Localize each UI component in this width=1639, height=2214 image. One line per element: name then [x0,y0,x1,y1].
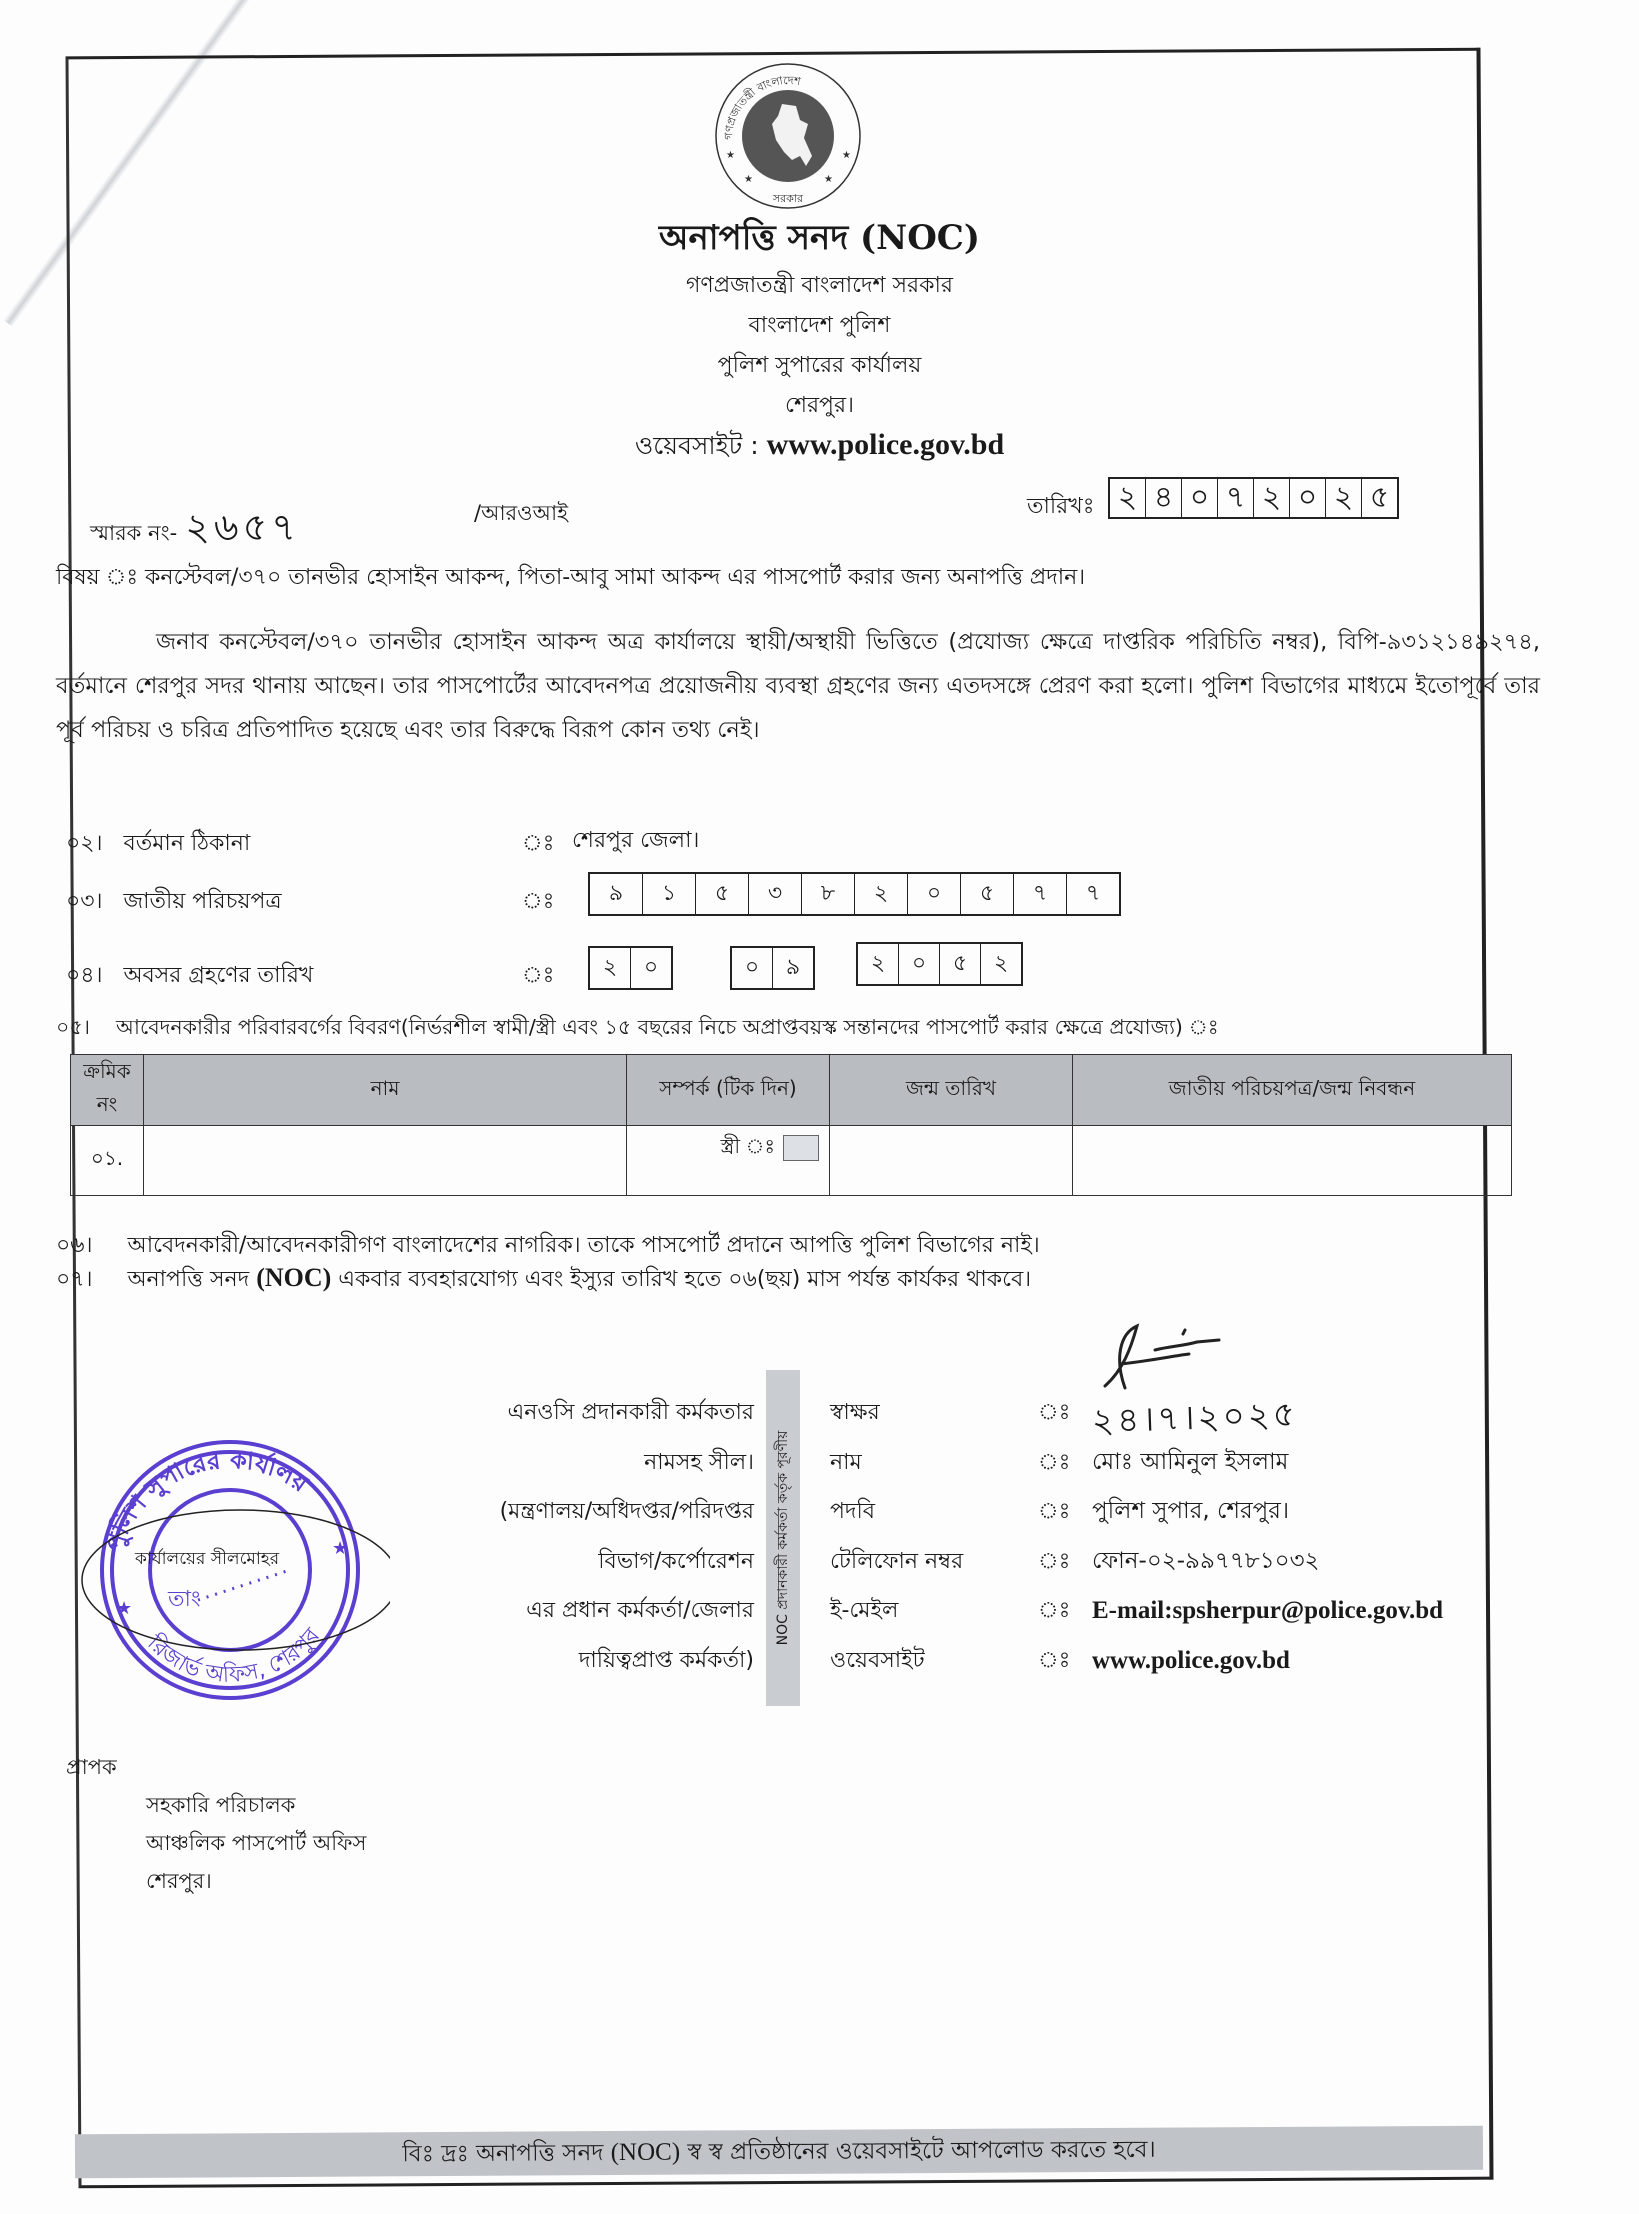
recipient-line: আঞ্চলিক পাসপোর্ট অফিস [146,1831,367,1855]
seal-top-text: পুলিশ সুপারের কার্যালয় [100,1445,314,1554]
date-digit: ২ [1110,479,1146,517]
retirement-year-boxes [856,942,1023,986]
nid-digit: ৭ [1085,881,1101,906]
website-label: ওয়েবসাইট : [634,431,759,460]
retire-digit: ২ [993,951,1009,976]
colon: ঃ [1038,1548,1071,1574]
retire-digit: ২ [858,944,899,984]
footer-suffix: স্ব স্ব প্রতিষ্ঠানের ওয়েবসাইটে আপলোড করতে হবে। [687,2136,1156,2166]
colon: ঃ [1038,1449,1071,1475]
nid-digit: ২ [855,874,908,914]
col-nid: জাতীয় পরিচয়পত্র/জন্ম নিবন্ধন [1073,1055,1512,1126]
officer-values [1092,1388,1443,1685]
officer-phone: ফোন-০২-৯৯৭৭৮১০৩২ [1092,1547,1320,1574]
memo-suffix: /আরওআই [474,501,568,525]
svg-text:★: ★ [332,1538,349,1559]
svg-text:★: ★ [726,150,735,161]
cell-relation [627,1126,830,1196]
officer-website[interactable]: www.police.gov.bd [1092,1646,1290,1674]
header-district: শেরপুর। [785,393,854,418]
note-text: আবেদনকারী/আবেদনকারীগণ বাংলাদেশের নাগরিক। তাকে পাসপোর্ট প্রদানে আপত্তি পুলিশ বিভাগের নাই। [127,1233,1040,1258]
field-colon: ঃ [522,963,555,988]
label-phone: টেলিফোন নম্বর [830,1548,964,1574]
svg-text:★: ★ [744,174,753,185]
date-digit: ০ [1182,479,1218,517]
footer-note [75,2126,1483,2179]
nid-digit: ৯ [590,874,643,914]
col-name: নাম [144,1055,627,1126]
cell-serial: ০১. [71,1126,144,1196]
table-header-row [71,1055,1512,1126]
svg-text:★: ★ [116,1598,133,1619]
officer-designation: পুলিশ সুপার, শেরপুর। [1092,1498,1290,1524]
svg-text:★: ★ [824,174,833,185]
document-title: অনাপত্তি সনদ (NOC) [659,218,980,258]
retire-digit: ০ [732,948,773,988]
date-digit: ২ [1326,479,1362,517]
date-digit: ৭ [1218,479,1254,517]
government-emblem-icon [712,60,864,212]
cell-dob [830,1126,1073,1196]
family-table [70,1054,1512,1196]
retire-digit: ৯ [785,955,801,980]
header-police: বাংলাদেশ পুলিশ [748,313,891,338]
colon: ঃ [1038,1598,1071,1623]
header-government: গণপ্রজাতন্ত্রী বাংলাদেশ সরকার [685,273,954,298]
note-noc: (NOC) [256,1263,332,1292]
date-digit: ০ [1290,479,1326,517]
table-row [71,1126,1512,1196]
date-digit: ৫ [1369,480,1390,515]
field-number: ০২। [66,831,103,856]
recipient-line: সহকারি পরিচালক [146,1793,296,1817]
note-text: অনাপত্তি সনদ [127,1267,250,1292]
retire-digit: ০ [899,944,940,984]
subject-line: বিষয় ঃ কনস্টেবল/৩৭০ তানভীর হোসাইন আকন্দ, পিতা-আবু সামা আকন্দ এর পাসপোর্ট করার জন্য অনাপত্তি প্রদান। [56,565,1086,590]
relation-checkbox[interactable] [783,1135,819,1161]
col-relation: সম্পর্ক (টিক দিন) [627,1055,830,1126]
svg-text:পুলিশ সুপারের কার্যালয় [100,1445,314,1554]
recipient-line: শেরপুর। [146,1869,212,1893]
memo-label: স্মারক নং- [90,521,178,545]
officer-instruction-line: এনওসি প্রদানকারী কর্মকতার [507,1400,754,1425]
emblem-ring-text: গণপ্রজাতন্ত্রী বাংলাদেশ [721,73,802,141]
nid-digit: ৮ [802,874,855,914]
body-paragraph [56,620,1540,752]
strip-text: NOC প্রদানকারী কর্মকর্তা কর্তৃক পূরণীয় [775,1430,791,1646]
note-number: ০৭। [56,1267,93,1292]
officer-instruction-line: দায়িত্বপ্রাপ্ত কর্মকর্তা) [578,1647,754,1673]
nid-digit: ১ [643,874,696,914]
field-label: জাতীয় পরিচয়পত্র [123,889,282,914]
colon: ঃ [1038,1499,1071,1524]
memo-number [90,498,300,562]
colon: ঃ [1038,1647,1071,1673]
officer-instruction-line: (মন্ত্রণালয়/অধিদপ্তর/পরিদপ্তর [499,1499,754,1524]
retire-digit: ৫ [940,944,981,984]
header-office: পুলিশ সুপারের কার্যালয় [717,353,922,378]
note-06 [56,1228,1040,1265]
field-label: বর্তমান ঠিকানা [123,831,251,856]
nid-digit: ০ [908,874,961,914]
issue-date-boxes [1108,477,1399,519]
note-number: ০৬। [56,1233,93,1258]
officer-email[interactable]: E-mail:spsherpur@police.gov.bd [1092,1597,1444,1624]
nid-digit: ৭ [1014,874,1067,914]
signature-spacer [1092,1388,1443,1438]
header-website [0,426,1639,469]
officer-instruction-line: বিভাগ/কর্পোরেশন [598,1548,754,1574]
address-value: শেরপুর জেলা। [572,828,700,853]
label-website: ওয়েবসাইট [830,1647,925,1673]
svg-text:★: ★ [842,150,851,161]
field-colon: ঃ [522,889,555,914]
emblem-bottom-text: সরকার [772,192,804,205]
seal-inner-text: তাং [168,1587,201,1612]
field-colon: ঃ [522,831,555,856]
officer-instruction-line: নামসহ সীল। [644,1449,754,1475]
retirement-month-boxes [730,946,815,990]
field-label: অবসর গ্রহণের তারিখ [123,963,314,988]
nid-digit: ৫ [961,874,1014,914]
label-name: নাম [830,1449,862,1475]
date-label: তারিখঃ [1027,494,1095,519]
officer-labels [830,1388,963,1685]
memo-number-handwritten: ২৬৫৭ [185,505,300,549]
signature-date: ২৪।৭।২০২৫ [1091,1394,1299,1442]
colon: ঃ [1038,1400,1071,1425]
date-digit: ২ [1254,479,1290,517]
relation-label: স্ত্রী ঃ [720,1134,775,1158]
officer-instruction-line: এর প্রধান কর্মকর্তা/জেলার [526,1598,754,1623]
family-section-heading [56,1012,1219,1046]
field-number: ০৩। [66,889,103,914]
officer-fill-strip [766,1370,800,1706]
website-link[interactable]: www.police.gov.bd [766,428,1005,461]
field-address [66,826,250,863]
signature-icon [1085,1320,1385,1392]
note-07 [56,1262,1031,1299]
cell-nid [1073,1126,1512,1196]
nid-boxes [588,872,1121,916]
retire-digit: ২ [590,948,631,988]
footer-noc: (NOC) [610,2138,681,2167]
section-number: ০৫। [56,1015,90,1039]
col-serial: ক্রমিক নং [71,1055,144,1126]
officer-instructions [500,1388,754,1685]
note-text: একবার ব্যবহারযোগ্য এবং ইস্যুর তারিখ হতে ০৬(ছয়) মাস পর্যন্ত কার্যকর থাকবে। [338,1267,1032,1292]
cell-name [144,1126,627,1196]
label-designation: পদবি [830,1499,876,1524]
seal-bottom-text: রিজার্ভ অফিস, শেরপুর [142,1623,326,1688]
retirement-day-boxes [588,946,673,990]
officer-colons [1038,1388,1070,1685]
nid-digit: ৫ [696,874,749,914]
recipient-label: প্রাপক [66,1755,117,1779]
footer-prefix: বিঃ দ্রঃ অনাপত্তি সনদ [402,2140,604,2168]
officer-name: মোঃ আমিনুল ইসলাম [1092,1448,1289,1475]
seal-placeholder-label: কার্যালয়ের সীলমোহর [135,1549,280,1569]
recipient-block [66,1748,366,1900]
date-digit: ৪ [1146,479,1182,517]
body-text: জনাব কনস্টেবল/৩৭০ তানভীর হোসাইন আকন্দ অত্র কার্যালয়ে স্থায়ী/অস্থায়ী ভিত্তিতে (প্রযোজ্য ক্ষেত্রে দাপ্তরিক পরিচিতি নম্বর), বিপি-৯৩১২১৪৯২৭৪, বর্তমানে শেরপুর সদর থানায় আছেন। তার পাসপোর্টের আবেদনপত্র প্রয়োজনীয় ব্যবস্থা গ্রহণের জন্য এতদসঙ্গে প্রেরণ করা হলো। পুলিশ বিভাগের মাধ্যমে ইতোপূর্বে তার পূর্ব পরিচয় ও চরিত্র প্রতিপাদিত হয়েছে এবং তার বিরুদ্ধে বিরূপ কোন তথ্য নেই। [56,629,1540,743]
field-nid [66,884,282,921]
section-heading-text: আবেদনকারীর পরিবারবর্গের বিবরণ(নির্ভরশীল স্বামী/স্ত্রী এবং ১৫ বছরের নিচে অপ্রাপ্তবয়স্ক সন্তানদের পাসপোর্ট করার ক্ষেত্রে প্রযোজ্য) ঃ [116,1015,1219,1039]
field-retirement [66,958,313,995]
retire-digit: ০ [643,955,659,980]
nid-digit: ৩ [749,874,802,914]
label-signature: স্বাক্ষর [830,1400,880,1425]
col-dob: জন্ম তারিখ [830,1055,1073,1126]
field-number: ০৪। [66,963,103,988]
label-email: ই-মেইল [830,1598,899,1623]
